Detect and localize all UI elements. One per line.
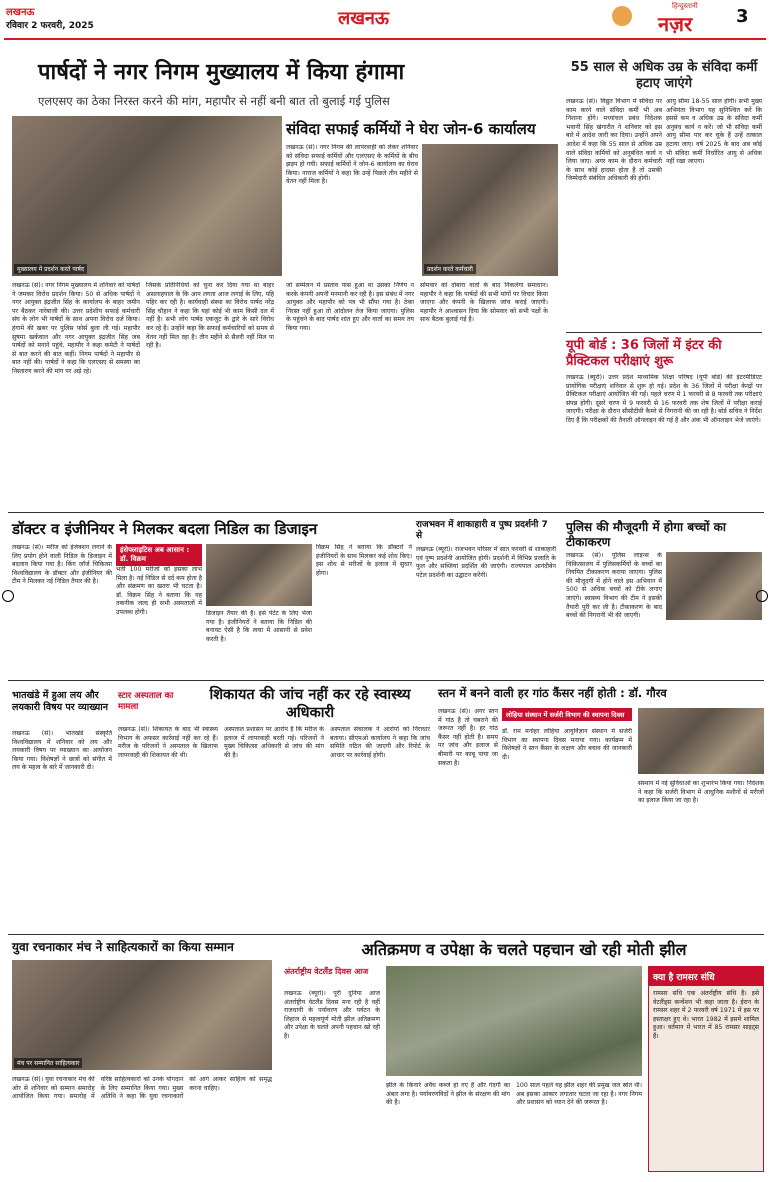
moti-body-col3: 100 साल पहले यह झील शहर की प्रमुख जल स्रोत थी। अब इसका आकार लगातार घटता जा रहा है। नगर निगम और प्रशासन को ध्यान देने की जरूरत है। — [516, 1082, 642, 1107]
doctor-box-title: इंसेफ्लाइटिस अब आसान : डॉ. विक्रम — [116, 544, 202, 566]
doctor-photo — [206, 544, 312, 606]
lead-photo-caption: मुख्यालय में प्रदर्शन करते पार्षद — [14, 264, 87, 274]
lead-subhead: एलएसए का ठेका निरस्त करने की मांग, महापौर से नहीं बनी बात तो बुलाई गई पुलिस — [38, 94, 390, 108]
sanvida-body-col1: लखनऊ (सं)। नगर निगम की लापरवाही को लेकर शनिवार को संविदा सफाई कर्मियों और एलएसए के कर्मियों के बीच झड़प हो गयी। सफाई कर्मियों ने जोन-6 कार्यालय का घेराव किया। नाराज कर्मियों ने कहा कि उन्हें पिछले तीन महीने से वेतन नहीं मिला है। — [286, 144, 418, 186]
moti-body-col2: झील के किनारे अवैध कब्जे हो गए हैं और गंदगी का अंबार लगा है। पर्यावरणविदों ने झील के संरक्षण की मांग की है। — [386, 1082, 510, 1107]
right-top-headline: 55 साल से अधिक उम्र के संविदा कर्मी हटाए जाएंगे — [570, 60, 758, 91]
cancer-box-title: लोहिया संस्थान में सर्जरी विभाग की स्थापना दिवस — [502, 708, 632, 721]
yuva-body: लखनऊ (सं)। युवा रचनाकार मंच की ओर से शनिवार को सम्मान समारोह आयोजित किया गया। समारोह में वरिष्ठ साहित्यकारों को उनके योगदान के लिए सम्मानित किया गया। मुख्य अतिथि ने कहा कि युवा रचनाकारों को आगे आकर साहित्य को समृद्ध करना चाहिए। — [12, 1076, 272, 1101]
lead-photo — [12, 116, 282, 276]
ramsar-body: रामसर संधि एक अंतर्राष्ट्रीय संधि है। इसे वेटलैंड्स कन्वेंशन भी कहा जाता है। ईरान के रामसर शहर में 2 फरवरी वर्ष 1971 में इस पर हस्ताक्षर हुए थे। भारत 1982 में इसमें शामिल हुआ। वर्तमान में भारत में 85 रामसर साइट्स हैं। — [653, 990, 759, 1040]
brand-tag: हिन्दुस्तानी — [672, 2, 698, 10]
swasthya-box-label: स्टार अस्पताल का मामला — [118, 691, 174, 712]
upboard-rule — [566, 332, 762, 333]
cancer-box — [502, 708, 632, 722]
row3-rule — [8, 934, 764, 935]
brand-emblem — [612, 6, 632, 26]
page-number: 3 — [736, 6, 749, 27]
cancer-body-col3: संस्थान में नई सुविधाओं का शुभारंभ किया गया। निदेशक ने कहा कि सर्जरी विभाग में आधुनिक मशीनों से मरीजों का इलाज किया जा रहा है। — [638, 780, 764, 805]
masthead-date: रविवार 2 फरवरी, 2025 — [6, 21, 94, 31]
shakahari-body: लखनऊ (ब्यूरो)। राजभवन परिसर में सात फरवरी से शाकाहारी एवं पुष्प प्रदर्शनी आयोजित होगी। प्रदर्शनी में विभिन्न प्रजाति के फूल और सब्जियां प्रदर्शित की जाएंगी। राज्यपाल आनंदीबेन पटेल प्रदर्शनी का उद्घाटन करेंगी। — [416, 546, 556, 579]
lead-body-col1: लखनऊ (सं)। नगर निगम मुख्यालय में शनिवार को पार्षदों ने जमकर विरोध प्रदर्शन किया। 50 से अधिक पार्षदों ने नगर आयुक्त इंद्रजीत सिंह के कार्यालय के बाहर जमीन पर बैठकर नारेबाजी की। उत्तर प्रदेशीय सफाई कर्मचारी संघ के लोग भी पार्षदों के साथ अपना विरोध दर्ज किया। हंगामे की खबर पर पुलिस फोर्स बुला ली गई। महापौर सुषमा खर्कवाल और नगर आयुक्त इंद्रजीत सिंह जब पार्षदों को मनाने पहुंचे, महापौर ने कहा कमेटी ने पार्षदों से बात करने की बात कहीं। निगम पार्षदों ने महापौर से बात नहीं की। पार्षदों ने कहा कि एलएसए से समस्या का निस्तारण करने की मांग पर अड़े रहे। — [12, 282, 140, 375]
moti-box-label: अंतर्राष्ट्रीय वेटलैंड दिवस आज — [284, 967, 369, 976]
registration-mark-left — [2, 590, 14, 602]
bhatkhande-headline: भातखंडे में हुआ लय और लयकारी विषय पर व्याख्यान — [12, 690, 109, 713]
sanvida-photo — [422, 144, 558, 276]
right-top-body-col2: आयु सीमा 18-55 साल होगी। सभी मुख्य अभियंता विभाग यह सुनिश्चित करें कि इससे कम व अधिक उम्र के संविदा कर्मी अनुबंध कार्य न करें। जो भी संविदा कर्मी आयु सीमा पार कर चुके हैं उन्हें तत्काल हटाया जाए। वर्ष 2025 के बाद अब कोई भी संविदा कर्मी निर्धारित आयु से अधिक नहीं रखा जाएगा। — [666, 98, 762, 166]
brand-logo: नज़र — [658, 12, 693, 36]
swasthya-body-col1: लखनऊ (सं)। शिकायत के बाद भी स्वास्थ्य विभाग के अफसर कार्रवाई नहीं कर रहे हैं। मरीज के परिजनों ने अस्पताल के खिलाफ लापरवाही की शिकायत की थी। — [118, 726, 218, 759]
doctor-body-col1: लखनऊ (सं)। मरीज को इंजेक्शन लगाने के लिए प्रयोग होने वाली निडिल के डिजाइन में बदलाव किया गया है। किंग जॉर्ज चिकित्सा विश्वविद्यालय के डॉक्टर और इंजीनियर की टीम ने मिलकर नई निडिल तैयार की है। — [12, 544, 112, 586]
lead-body-col3: जो सम्मेलन में प्रस्ताव पास हुआ था उसका निर्णय न करके कंपनी अपनी मनमानी कर रही है। इस संबंध में नगर आयुक्त और महापौर को पत्र भी सौंपा गया है। ठेका निरस्त नहीं हुआ तो आंदोलन तेज किया जाएगा। पुलिस के पहुंचने के बाद पार्षद शांत हुए और वार्ता का समय तय किया गया। — [286, 282, 414, 332]
row2-rule — [8, 680, 764, 681]
upboard-headline: यूपी बोर्ड : 36 जिलों में इंटर की प्रैक्टिकल परीक्षाएं शुरू — [566, 338, 722, 369]
lead-body-col4: सोमवार को दोबारा वार्ता के बाद निकलेगा समाधान। महापौर ने कहा कि पार्षदों की सभी मांगों पर विचार किया जाएगा और कंपनी के खिलाफ जांच कराई जाएगी। महापौर ने आश्वासन दिया कि सोमवार को सभी पक्षों के साथ बैठक बुलाई गई है। — [420, 282, 548, 324]
swasthya-headline: शिकायत की जांच नहीं कर रहे स्वास्थ्य अधिकारी — [209, 687, 411, 721]
police-photo — [666, 552, 762, 620]
right-top-body-col1: लखनऊ (सं)। विद्युत विभाग में संविदा पर काम करने वाले संविदा कर्मी भी अब निशाना होंगे। मध्यांचल प्रबंध निदेशक भवानी सिंह खंगारौत ने शनिवार को इस बारे में आदेश जारी कर दिया। उन्होंने अपने आदेश में कहा कि 55 साल से अधिक उम्र वाले संविदा कर्मियों को अनुबंधित कार्य न लिया जाए। अगर काम के दौरान कर्मचारी के साथ कोई हादसा होता है तो उसकी जिम्मेदारी संबंधित अधिकारी की होगी। — [566, 98, 662, 183]
cancer-body-col2: डॉ. राम मनोहर लोहिया आयुर्विज्ञान संस्थान में सर्जरी विभाग का स्थापना दिवस मनाया गया। कार्यक्रम में विशेषज्ञों ने स्तन कैंसर के लक्षण और बचाव की जानकारी दी। — [502, 728, 632, 761]
ramsar-box — [648, 966, 764, 1172]
doctor-body-col3: डिजाइन तैयार की है। इसे पेटेंट के लिए भेजा गया है। इंजीनियरों ने बताया कि निडिल की बनावट ऐसी है कि त्वचा में आसानी से प्रवेश करती है। — [206, 610, 312, 643]
moti-body-col1: लखनऊ (ब्यूरो)। पूरी दुनिया आज अंतर्राष्ट्रीय वेटलैंड दिवस मना रही है वहीं राजधानी के पर्यावरण और पर्यटन के लिहाज से महत्वपूर्ण मोती झील अतिक्रमण और उपेक्षा के चलते अपनी पहचान खो रही है। — [284, 990, 380, 1040]
cancer-headline: स्तन में बनने वाली हर गांठ कैंसर नहीं होती : डॉ. गौरव — [438, 686, 667, 700]
lead-headline: पार्षदों ने नगर निगम मुख्यालय में किया हंगामा — [38, 60, 405, 85]
masthead — [0, 0, 770, 44]
doctor-headline: डॉक्टर व इंजीनियर ने मिलकर बदला निडिल का डिजाइन — [12, 520, 318, 538]
yuva-photo — [12, 960, 272, 1070]
masthead-rule — [4, 38, 766, 40]
shakahari-kicker: राजभवन में शाकाहारी व पुष्प प्रदर्शनी 7 से — [416, 520, 548, 541]
masthead-city: लखनऊ — [6, 7, 35, 18]
doctor-body-col4: विक्रम सिंह ने बताया कि डॉक्टरों ने इंजीनियरों के साथ मिलकर कई शोध किए। इस शोध से मरीजों के इलाज में सुधार होगा। — [316, 544, 412, 577]
yuva-photo-caption: मंच पर सम्मानित साहित्यकार — [14, 1058, 82, 1068]
yuva-headline: युवा रचनाकार मंच ने साहित्यकारों का किया सम्मान — [12, 940, 234, 954]
swasthya-body-col3: अस्पताल संचालक ने आरोपों को निराधार बताया। सीएमओ कार्यालय ने कहा कि जांच समिति गठित की जाएगी और रिपोर्ट के आधार पर कार्रवाई होगी। — [330, 726, 430, 759]
swasthya-body-col2: अस्पताल प्रशासन पर आरोप है कि मरीज के इलाज में लापरवाही बरती गई। परिजनों ने मुख्य चिकित्सा अधिकारी से जांच की मांग की है। — [224, 726, 324, 759]
masthead-section: लखनऊ — [338, 8, 390, 29]
bhatkhande-body: लखनऊ (सं)। भातखंडे संस्कृति विश्वविद्यालय में शनिवार को लय और लयकारी विषय पर व्याख्यान का आयोजन किया गया। विशेषज्ञों ने छात्रों को संगीत में लय के महत्व के बारे में जानकारी दी। — [12, 730, 112, 772]
row1-rule — [8, 512, 764, 513]
registration-mark-right — [756, 590, 768, 602]
police-body: लखनऊ (सं)। पुलिस लाइन्स के चिकित्सालय में पुलिसकर्मियों के बच्चों का नियमित टीकाकरण कराया जाएगा। पुलिस की मौजूदगी में होने वाले इस अभियान में 500 से अधिक बच्चों को टीके लगाए जाएंगे। स्वास्थ्य विभाग की टीम ने इसकी तैयारी पूरी कर ली है। टीकाकरण के बाद बच्चों की निगरानी भी की जाएगी। — [566, 552, 662, 620]
sanvida-headline: संविदा सफाई कर्मियों ने घेरा जोन-6 कार्यालय — [286, 120, 536, 138]
doctor-box — [116, 544, 312, 674]
cancer-body-col1: लखनऊ (सं)। अगर स्तन में गांठ है तो घबराने की जरूरत नहीं है। हर गांठ कैंसर नहीं होती है। समय पर जांच और इलाज से बीमारी पर काबू पाया जा सकता है। — [438, 708, 498, 767]
cancer-photo — [638, 708, 764, 774]
moti-photo — [386, 966, 642, 1076]
doctor-body-col2: भर्ती 100 मरीजों को इसका लाभ मिला है। नई निडिल से दर्द कम होता है और संक्रमण का खतरा भी घटता है। डॉ. विक्रम सिंह ने बताया कि यह तकनीक जल्द ही सभी अस्पतालों में उपलब्ध होगी। — [116, 566, 202, 616]
lead-body-col2: जिसके प्रतिनिधियों को चुना कर दिया गया था बाहर असलाहपाल के कि आप लगता आज लगाई के लिए, पहि पहिर कर रही है। कार्यवाही संस्था का विरोध पार्षद नरेंद्र सिंह चौहान ने कहा कि यहां कोई भी काम किसी दल में नहीं है। सभी लोग पार्षद एकजुट के द्वारे के सारे विरोध कर रहे है। उन्होंने कहा कि सफाई कर्मचारियों को समय से वेतन नहीं मिल रहा है। तीन महीने से सैलरी नहीं मिल पा रही है। — [146, 282, 274, 350]
police-headline: पुलिस की मौजूदगी में होगा बच्चों का टीकाकरण — [566, 520, 726, 549]
ramsar-title: क्या है रामसर संधि — [649, 967, 763, 986]
sanvida-photo-caption: प्रदर्शन करते कर्मचारी — [424, 264, 476, 274]
moti-headline: अतिक्रमण व उपेक्षा के चलते पहचान खो रही मोती झील — [361, 940, 687, 959]
upboard-body: लखनऊ (ब्यूरो)। उत्तर प्रदेश माध्यमिक शिक्षा परिषद (यूपी बोर्ड) की इंटरमीडिएट प्रायोगिक परीक्षाएं शनिवार से शुरू हो गई। प्रदेश के 36 जिलों में परीक्षा केन्द्रों पर प्रैक्टिकल परीक्षाएं आयोजित की गईं। पहले चरण में 1 फरवरी से 8 फरवरी तक परीक्षाएं संपन्न होंगी। दूसरे चरण में 9 फरवरी से 16 फरवरी तक शेष जिलों में परीक्षा कराई जाएगी। परीक्षा के दौरान सीसीटीवी कैमरे से निगरानी की जा रही है। बोर्ड सचिव ने निर्देश दिए हैं कि परीक्षकों की तैनाती ऑनलाइन की गई है और अंक भी ऑनलाइन भेजे जाएंगे। — [566, 374, 762, 424]
